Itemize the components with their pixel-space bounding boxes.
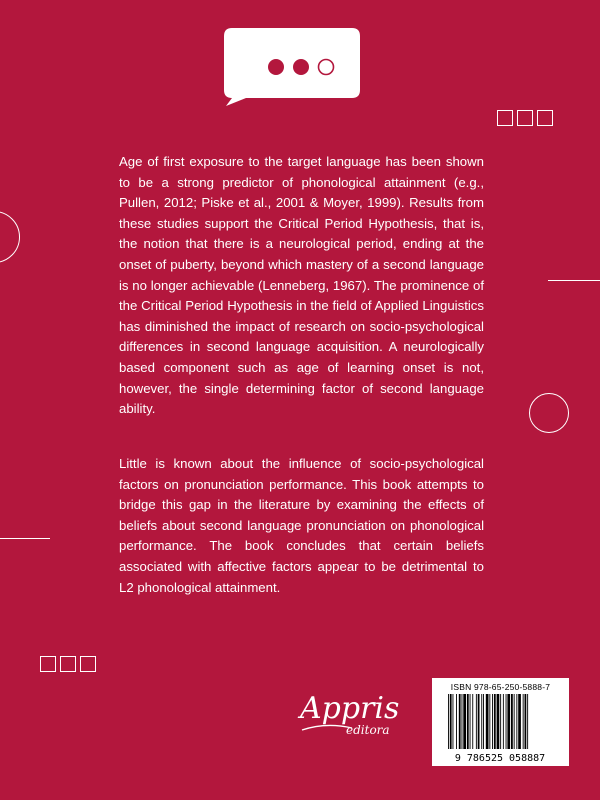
synopsis-paragraph-2 [119,454,484,598]
barcode-digits: 9 786525 058887 [454,753,546,764]
decorative-circle-right [529,393,569,433]
synopsis-paragraph-1 [119,152,484,420]
isbn-label: ISBN 978-65-250-5888-7 [450,682,551,692]
speech-bubble-icon [224,28,360,106]
decorative-squares-top [497,110,553,126]
paragraph-text: Age of first exposure to the target language has been shown to be a strong predictor of phonological attainment (e.g., Pullen, 2012; Piske et al., 2001 & Moyer, 1999). Results from these studies support the Critical Period Hypothesis, that is, the notion that there is a neurological period, ending at the onset of puberty, beyond which mastery of a second language is no longer achievable (Lenneberg, 1967). The prominence of the Critical Period Hypothesis in the field of Applied Linguistics has diminished the impact of research on socio-psychological differences in second language acquisition. A neurologically based component such as age of learning onset is not, however, the single determining factor of second language ability. [119,154,484,417]
publisher-logo [296,684,406,740]
logo-sub-text: editora [346,723,390,737]
decorative-squares-bottom [40,656,96,672]
decorative-line-left [0,538,50,539]
decorative-line-right [548,280,600,281]
paragraph-text: Little is known about the influence of socio-psychological factors on pronunciation performance. This book attempts to bridge this gap in the literature by examining the effects of beliefs about second language pronunciation on phonological performance. The book concludes that certain beliefs associated with affective factors appear to be detrimental to L2 phonological attainment. [119,456,484,595]
decorative-circle-left [0,211,20,263]
logo-main-text: Appris [300,691,400,726]
barcode-graphic [438,694,563,764]
isbn-barcode [432,678,569,766]
